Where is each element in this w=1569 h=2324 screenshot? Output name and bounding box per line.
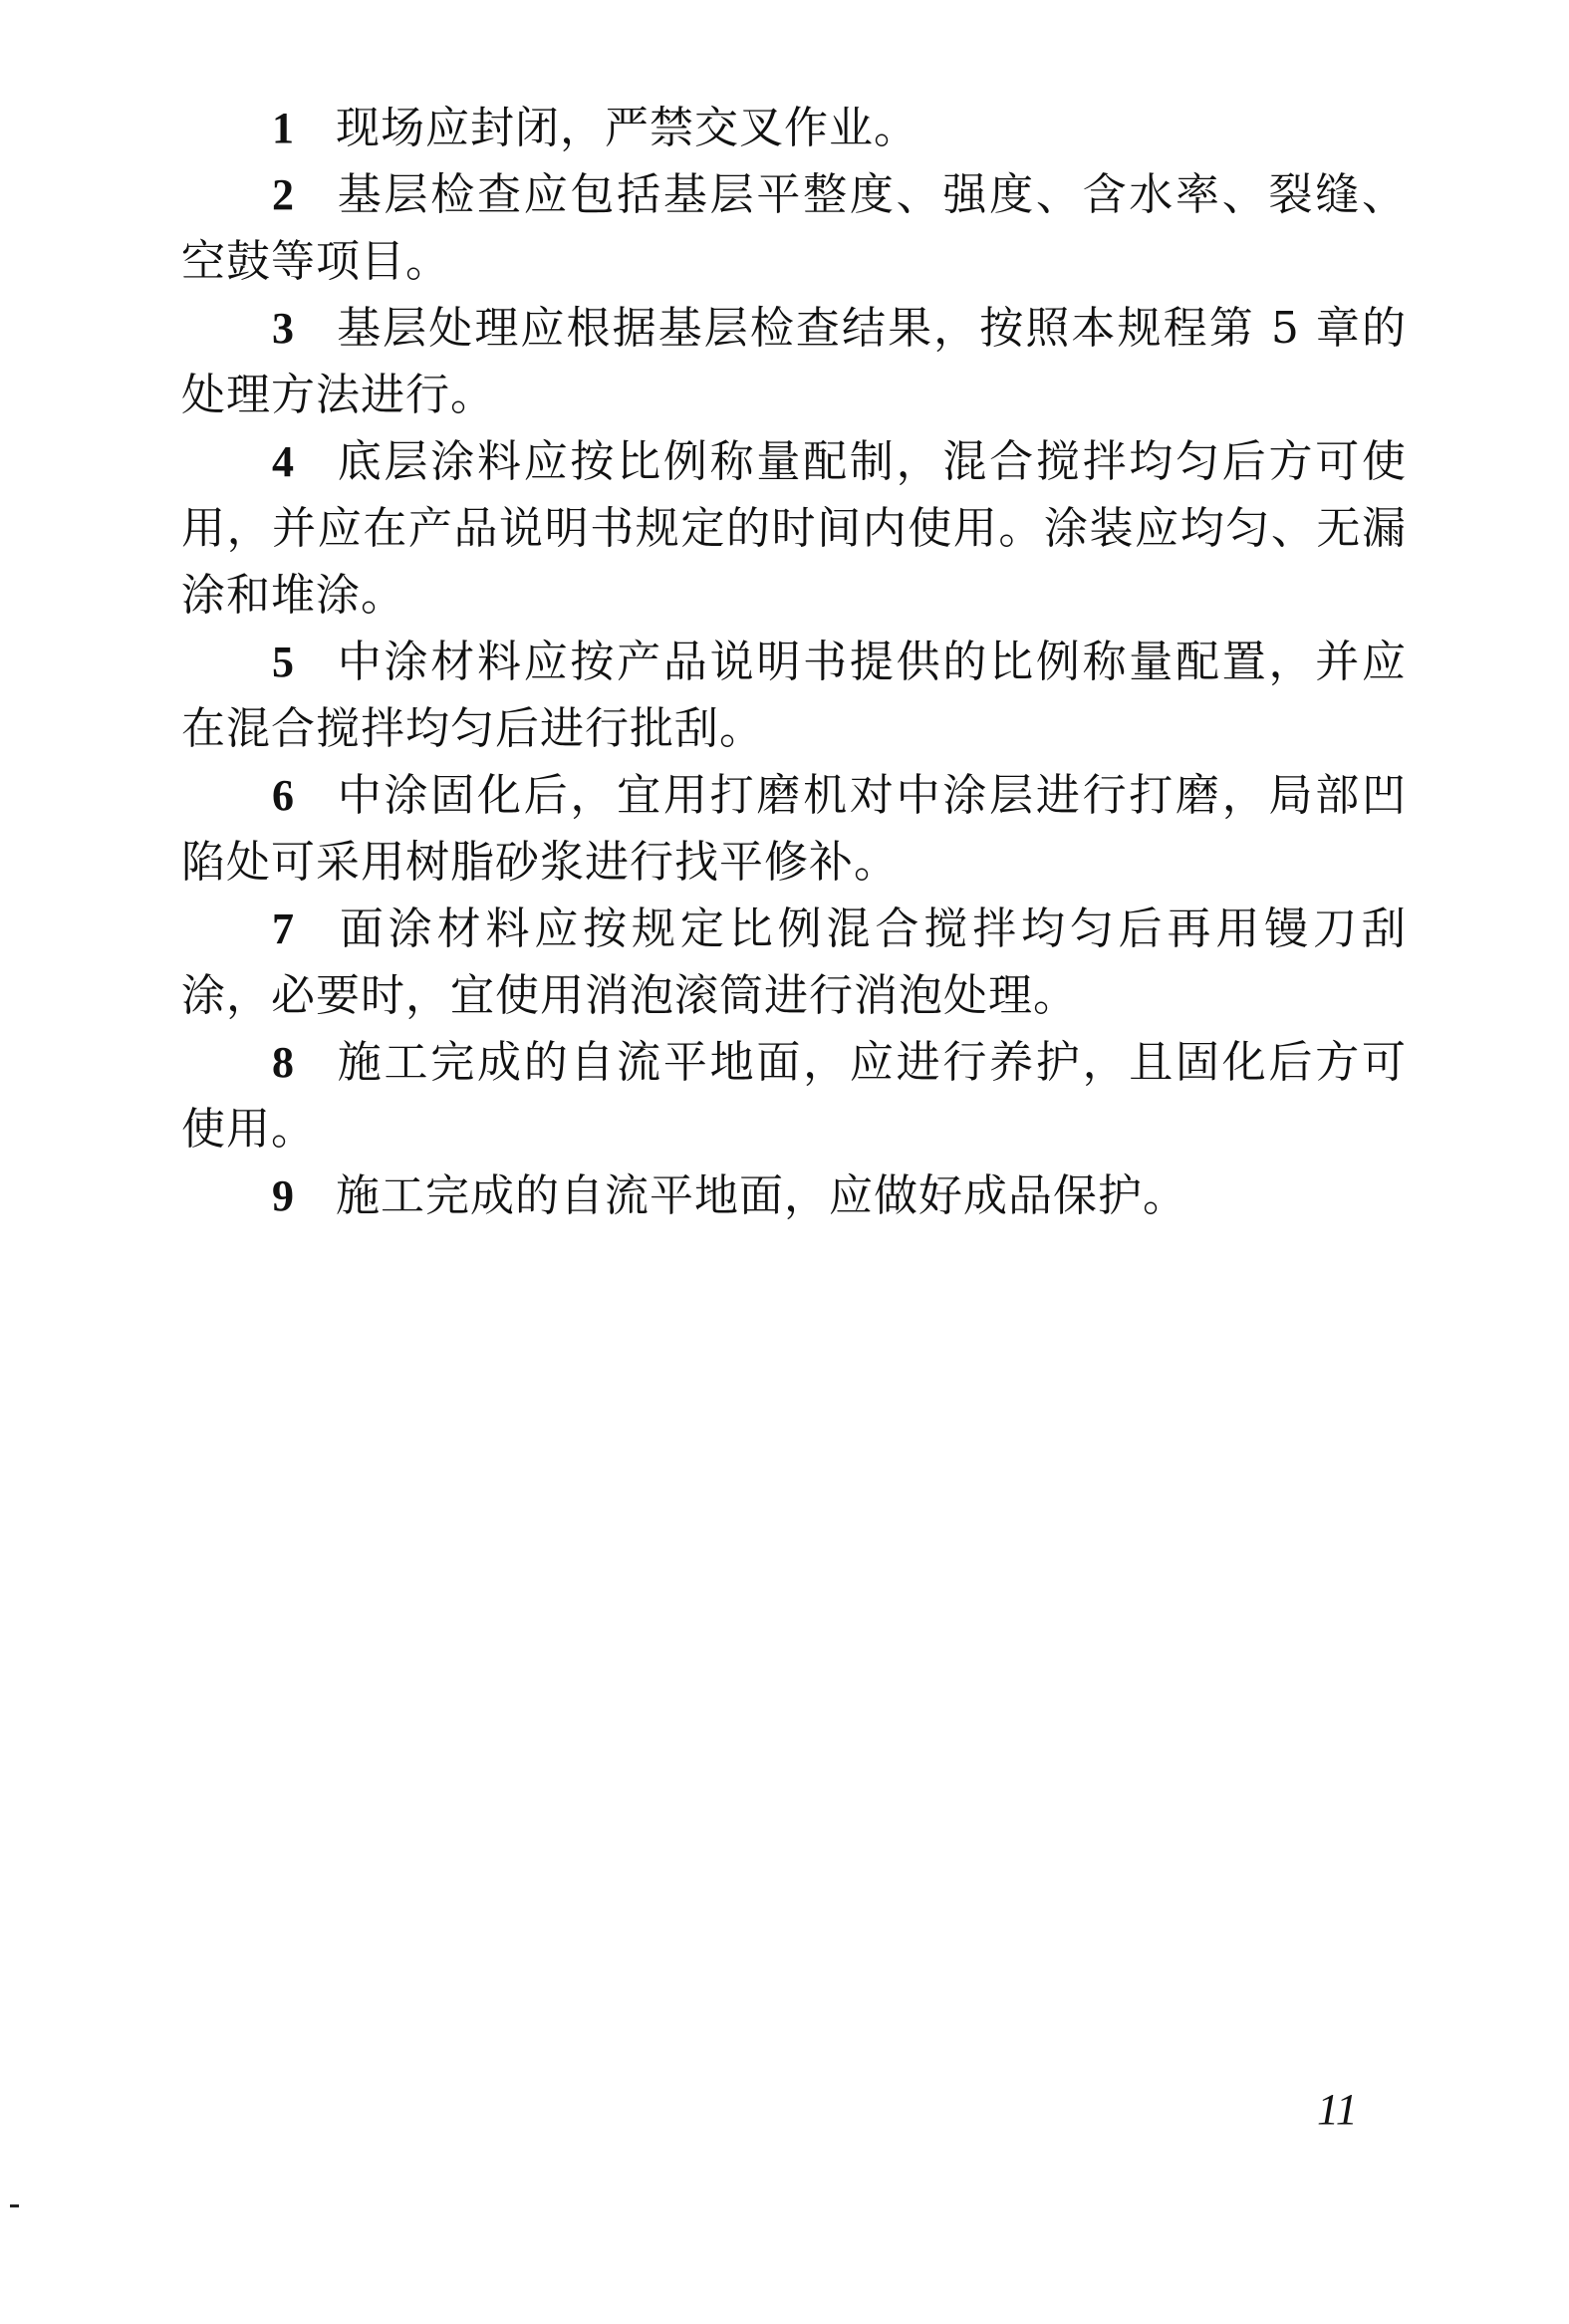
page-number: 11 bbox=[1317, 2085, 1358, 2134]
clause-number: 6 bbox=[272, 771, 295, 820]
clause-6 bbox=[181, 762, 1407, 896]
clause-number: 3 bbox=[272, 304, 295, 353]
clause-text: 中涂材料应按产品说明书提供的比例称量配置，并应在混合搅拌均匀后进行批刮。 bbox=[181, 637, 1407, 754]
clause-text: 底层涂料应按比例称量配制，混合搅拌均匀后方可使用，并应在产品说明书规定的时间内使用。涂装应均匀、无漏涂和堆涂。 bbox=[181, 436, 1407, 621]
clause-list bbox=[181, 95, 1407, 1229]
clause-4 bbox=[181, 428, 1407, 629]
clause-text: 基层检查应包括基层平整度、强度、含水率、裂缝、空鼓等项目。 bbox=[181, 169, 1407, 287]
clause-text: 现场应封闭，严禁交叉作业。 bbox=[336, 103, 918, 153]
clause-number: 1 bbox=[272, 104, 295, 152]
clause-text: 面涂材料应按规定比例混合搅拌均匀后再用镘刀刮涂，必要时，宜使用消泡滚筒进行消泡处理。 bbox=[181, 904, 1407, 1021]
clause-number: 7 bbox=[272, 904, 295, 953]
clause-text: 施工完成的自流平地面，应进行养护，且固化后方可使用。 bbox=[181, 1037, 1407, 1155]
clause-number: 5 bbox=[272, 638, 295, 686]
scan-edge-mark bbox=[10, 2204, 19, 2207]
clause-7 bbox=[181, 896, 1407, 1029]
clause-text: 施工完成的自流平地面，应做好成品保护。 bbox=[336, 1170, 1187, 1221]
clause-text: 中涂固化后，宜用打磨机对中涂层进行打磨，局部凹陷处可采用树脂砂浆进行找平修补。 bbox=[181, 770, 1407, 888]
clause-number: 2 bbox=[272, 170, 295, 219]
clause-number: 4 bbox=[272, 437, 295, 486]
clause-9 bbox=[181, 1162, 1407, 1229]
clause-3 bbox=[181, 295, 1407, 428]
clause-text: 基层处理应根据基层检查结果，按照本规程第 5 章的处理方法进行。 bbox=[181, 303, 1407, 420]
clause-2 bbox=[181, 161, 1407, 295]
clause-number: 9 bbox=[272, 1171, 295, 1220]
clause-1 bbox=[181, 95, 1407, 161]
clause-8 bbox=[181, 1029, 1407, 1162]
clause-5 bbox=[181, 629, 1407, 762]
clause-number: 8 bbox=[272, 1038, 295, 1087]
